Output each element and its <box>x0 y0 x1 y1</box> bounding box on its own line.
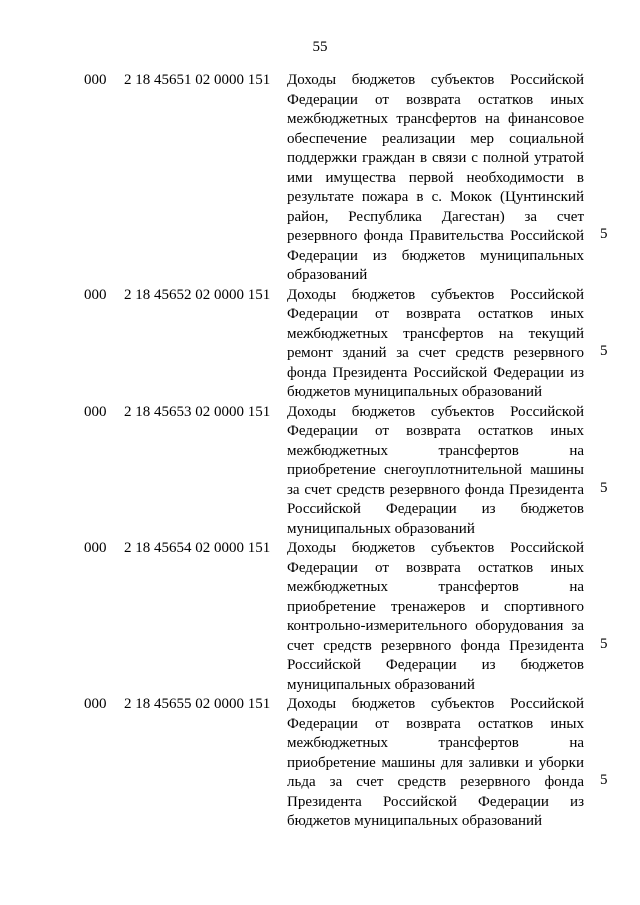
budget-classification-code-cell: 2 18 45652 02 0000 151 <box>124 286 271 303</box>
description-line: Федерации от возврата остатков иных <box>287 423 584 439</box>
description-line: Федерации от возврата остатков иных <box>287 715 584 732</box>
admin-code-cell: 000 <box>84 540 107 556</box>
budget-classification-code-cell: 2 18 45654 02 0000 151 <box>124 540 271 556</box>
description-line: межбюджетных трансфертов на финансовое <box>287 111 584 127</box>
description-cell <box>287 539 584 695</box>
description-line: бюджетов муниципальных образований <box>287 384 543 400</box>
description-line: муниципальных образований <box>287 520 475 537</box>
budget-classification-code-cell: 2 18 45651 02 0000 151 <box>124 72 271 88</box>
description-line: Российской Федерации из бюджетов <box>287 501 584 517</box>
admin-code-cell: 000 <box>84 696 107 712</box>
table-row <box>0 286 640 403</box>
description-line: приобретение тренажеров и спортивного <box>287 598 584 615</box>
description-line: Доходы бюджетов субъектов Российской <box>287 540 584 556</box>
description-line: Доходы бюджетов субъектов Российской <box>287 696 584 712</box>
admin-code-cell: 000 <box>84 72 107 88</box>
description-line: результате пожара в с. Мокок (Цунтинский <box>287 189 584 205</box>
description-line: Президента Российской Федерации из <box>287 793 584 810</box>
budget-code-table <box>0 71 640 832</box>
description-line: межбюджетных трансфертов на <box>287 579 584 595</box>
value-cell: 5 <box>600 635 608 652</box>
description-line: Доходы бюджетов субъектов Российской <box>287 403 584 420</box>
description-line: межбюджетных трансфертов на <box>287 442 584 459</box>
description-line: льда за счет средств резервного фонда <box>287 774 584 790</box>
budget-classification-code-cell: 2 18 45653 02 0000 151 <box>124 403 271 420</box>
admin-code-cell: 000 <box>84 403 107 420</box>
description-line: Федерации от возврата остатков иных <box>287 559 584 576</box>
description-line: ремонт зданий за счет средств резервного <box>287 345 584 361</box>
description-line: межбюджетных трансфертов на <box>287 735 584 751</box>
description-line: ими имущества первой необходимости в <box>287 169 584 186</box>
description-line: Доходы бюджетов субъектов Российской <box>287 72 584 88</box>
description-line: приобретение снегоуплотнительной машины <box>287 462 584 478</box>
description-cell <box>287 695 584 832</box>
description-line: Российской Федерации из бюджетов <box>287 657 584 673</box>
value-cell: 5 <box>600 343 608 359</box>
description-line: фонда Президента Российской Федерации из <box>287 364 584 381</box>
description-cell <box>287 286 584 403</box>
description-line: счет средств резервного фонда Президента <box>287 637 584 654</box>
value-cell: 5 <box>600 772 608 788</box>
description-line: обеспечение реализации мер социальной <box>287 130 584 147</box>
description-line: Федерации из бюджетов муниципальных <box>287 247 584 264</box>
description-line: поддержки граждан в связи с полной утратой <box>287 150 584 166</box>
table-row <box>0 403 640 540</box>
description-cell <box>287 71 584 286</box>
admin-code-cell: 000 <box>84 286 107 303</box>
description-line: бюджетов муниципальных образований <box>287 813 543 829</box>
description-line: Федерации от возврата остатков иных <box>287 306 584 322</box>
description-line: муниципальных образований <box>287 676 475 693</box>
budget-classification-code-cell: 2 18 45655 02 0000 151 <box>124 696 271 712</box>
description-line: приобретение машины для заливки и уборки <box>287 754 584 771</box>
description-line: межбюджетных трансфертов на текущий <box>287 325 584 342</box>
value-cell: 5 <box>600 479 608 496</box>
page-number: 55 <box>312 39 328 55</box>
table-row <box>0 539 640 695</box>
description-line: резервного фонда Правительства Российской <box>287 228 584 244</box>
description-line: за счет средств резервного фонда Президента <box>287 481 584 498</box>
value-cell: 5 <box>600 226 608 242</box>
description-line: Федерации от возврата остатков иных <box>287 91 584 108</box>
description-cell <box>287 403 584 540</box>
table-row <box>0 695 640 832</box>
description-line: Доходы бюджетов субъектов Российской <box>287 286 584 303</box>
description-line: образований <box>287 267 368 283</box>
description-line: контрольно-измерительного оборудования за <box>287 618 584 634</box>
description-line: район, Республика Дагестан) за счет <box>287 208 584 225</box>
table-row <box>0 71 640 286</box>
